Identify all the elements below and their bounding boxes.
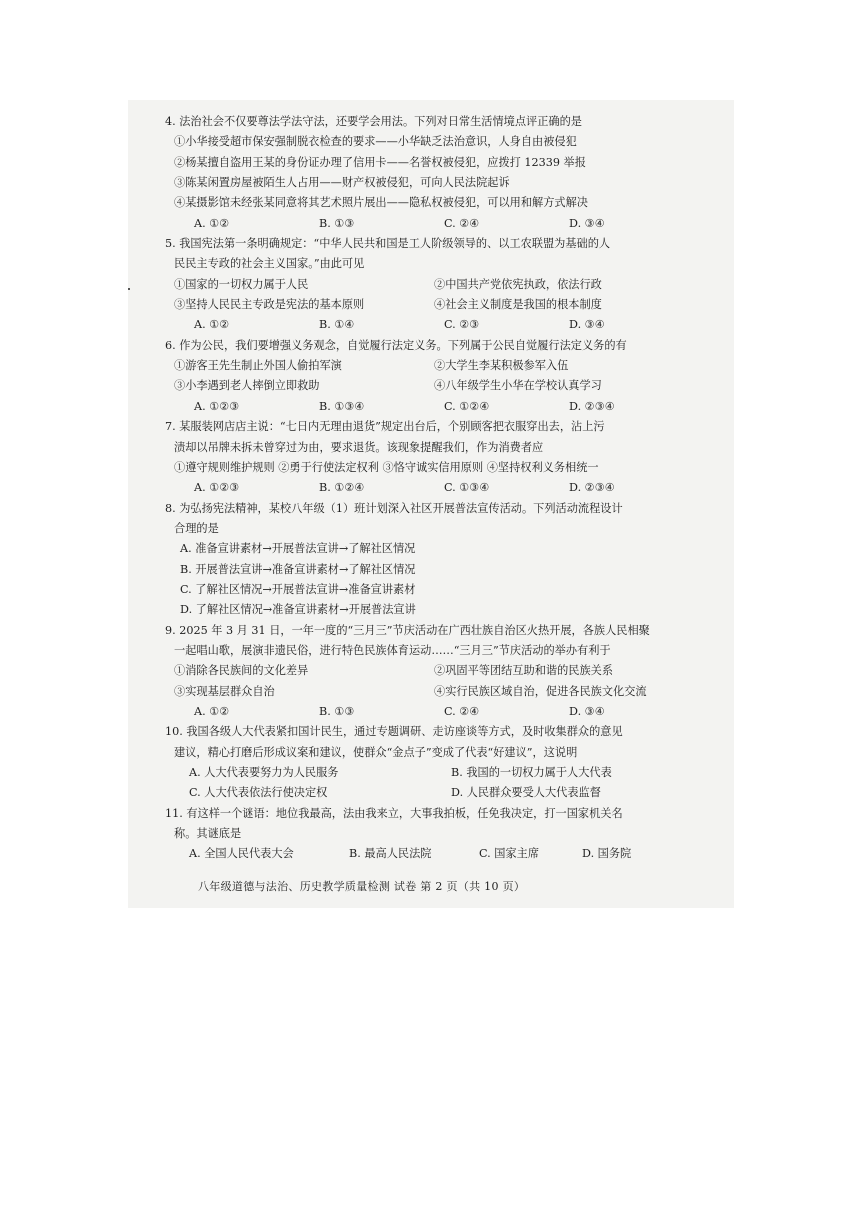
option-a: A. ①②③ [194, 399, 240, 413]
choice-pair [165, 783, 725, 803]
question-6 [165, 336, 725, 417]
option-d: D. ②③④ [569, 481, 615, 495]
choice-c: C. 人大代表依法行使决定权 [189, 786, 328, 800]
option-a: A. ①② [194, 318, 230, 332]
statement-pair [165, 682, 725, 702]
question-9 [165, 621, 725, 723]
option-d: D. ②③④ [569, 399, 615, 413]
option-a: A. ①② [194, 704, 230, 718]
option-c: C. ②③ [444, 318, 480, 332]
statement-item: ③陈某闲置房屋被陌生人占用——财产权被侵犯，可向人民法院起诉 [174, 176, 510, 190]
question-5 [165, 234, 725, 336]
option-d: D. 国务院 [582, 847, 632, 861]
question-stem-cont: 民民主专政的社会主义国家。”由此可见 [174, 257, 365, 271]
option-d: D. ③④ [569, 704, 605, 718]
statement-item: ④某摄影馆未经张某同意将其艺术照片展出——隐私权被侵犯，可以用和解方式解决 [174, 196, 588, 210]
statement-line: ①遵守规则维护规则 ②勇于行使法定权利 ③恪守诚实信用原则 ④坚持权利义务相统一 [174, 460, 599, 474]
option-a: A. ①②③ [194, 481, 240, 495]
answer-options [165, 844, 725, 864]
question-stem: 9. 2025 年 3 月 31 日，一年一度的“三月三”节庆活动在广西壮族自治区火热开展，各族人民相聚 [165, 623, 650, 637]
option-c: C. ①③④ [444, 481, 490, 495]
answer-options [165, 478, 725, 498]
statement-pair [165, 356, 725, 376]
option-b: B. ①②④ [319, 481, 365, 495]
statement-pair [165, 275, 725, 295]
option-b: B. 最高人民法院 [349, 847, 432, 861]
statement-item: ④社会主义制度是我国的根本制度 [434, 298, 602, 312]
option-d: D. ③④ [569, 318, 605, 332]
statement-item: ④实行民族区域自治，促进各民族文化交流 [434, 684, 647, 698]
option-b: B. ①③ [319, 216, 355, 230]
statement-pair [165, 295, 725, 315]
choice-a: A. 准备宣讲素材→开展普法宣讲→了解社区情况 [180, 542, 416, 556]
choice-pair [165, 763, 725, 783]
statement-item: ①消除各民族间的文化差异 [174, 664, 309, 678]
question-4 [165, 112, 725, 234]
statement-item: ④八年级学生小华在学校认真学习 [434, 379, 602, 393]
answer-options [165, 315, 725, 335]
question-stem-cont: 合理的是 [174, 521, 219, 535]
option-c: C. ②④ [444, 216, 480, 230]
question-10 [165, 722, 725, 803]
statement-item: ③小李遇到老人摔倒立即救助 [174, 379, 320, 393]
question-stem: 8. 为弘扬宪法精神，某校八年级（1）班计划深入社区开展普法宣传活动。下列活动流程设计 [165, 501, 623, 515]
scan-speck [128, 288, 130, 290]
statement-pair [165, 376, 725, 396]
statement-item: ②大学生李某积极参军入伍 [434, 359, 569, 373]
option-c: C. 国家主席 [479, 847, 540, 861]
option-a: A. ①② [194, 216, 230, 230]
question-8 [165, 499, 725, 621]
question-7 [165, 417, 725, 498]
statement-item: ②杨某擅自盗用王某的身份证办理了信用卡——名誉权被侵犯，应拨打 12339 举报 [174, 155, 586, 169]
statement-item: ①国家的一切权力属于人民 [174, 277, 309, 291]
option-b: B. ①③④ [319, 399, 365, 413]
choice-c: C. 了解社区情况→开展普法宣讲→准备宣讲素材 [180, 582, 416, 596]
option-d: D. ③④ [569, 216, 605, 230]
question-stem: 11. 有这样一个谜语：地位我最高，法由我来立，大事我拍板，任免我决定，打一国家机关名 [165, 806, 623, 820]
statement-item: ①小华接受超市保安强制脱衣检查的要求——小华缺乏法治意识，人身自由被侵犯 [174, 135, 577, 149]
statement-item: ②中国共产党依宪执政，依法行政 [434, 277, 602, 291]
option-c: C. ②④ [444, 704, 480, 718]
option-c: C. ①②④ [444, 399, 490, 413]
statement-pair [165, 661, 725, 681]
question-stem: 6. 作为公民，我们要增强义务观念，自觉履行法定义务。下列属于公民自觉履行法定义务的有 [165, 338, 627, 352]
question-stem-cont: 建议，精心打磨后形成议案和建议，使群众“金点子”变成了代表“好建议”，这说明 [174, 745, 578, 759]
question-stem: 7. 某服装网店店主说：“七日内无理由退货”规定出台后，个别顾客把衣服穿出去，沾上污 [165, 420, 605, 434]
question-stem-cont: 一起唱山歌，展演非遗民俗，进行特色民族体育运动……“三月三”节庆活动的举办有利于 [174, 643, 611, 657]
question-stem: 5. 我国宪法第一条明确规定：“中华人民共和国是工人阶级领导的、以工农联盟为基础的人 [165, 237, 611, 251]
answer-options [165, 397, 725, 417]
choice-d: D. 人民群众要受人大代表监督 [451, 786, 601, 800]
statement-item: ③实现基层群众自治 [174, 684, 275, 698]
statement-item: ②巩固平等团结互助和谐的民族关系 [434, 664, 614, 678]
exam-content [165, 112, 725, 865]
choice-b: B. 我国的一切权力属于人大代表 [451, 766, 612, 779]
question-stem: 4. 法治社会不仅要尊法学法守法，还要学会用法。下列对日常生活情境点评正确的是 [165, 115, 582, 128]
statement-item: ③坚持人民民主专政是宪法的基本原则 [174, 298, 365, 312]
question-stem-cont: 渍却以吊牌未拆未曾穿过为由，要求退货。该现象提醒我们，作为消费者应 [174, 440, 544, 454]
question-stem-cont: 称。其谜底是 [174, 827, 242, 841]
option-b: B. ①④ [319, 318, 355, 332]
page-footer: 八年级道德与法治、历史教学质量检测 试卷 第 2 页（共 10 页） [198, 880, 526, 893]
answer-options [165, 702, 725, 722]
choice-d: D. 了解社区情况→准备宣讲素材→开展普法宣讲 [180, 603, 416, 617]
option-b: B. ①③ [319, 704, 355, 718]
choice-a: A. 人大代表要努力为人民服务 [189, 766, 339, 779]
statement-item: ①游客王先生制止外国人偷拍军演 [174, 359, 342, 373]
choice-b: B. 开展普法宣讲→准备宣讲素材→了解社区情况 [180, 562, 416, 576]
question-11 [165, 804, 725, 865]
answer-options [165, 214, 725, 234]
option-a: A. 全国人民代表大会 [189, 847, 294, 861]
question-stem: 10. 我国各级人大代表紧扣国计民生，通过专题调研、走访座谈等方式，及时收集群众的意见 [165, 725, 623, 739]
